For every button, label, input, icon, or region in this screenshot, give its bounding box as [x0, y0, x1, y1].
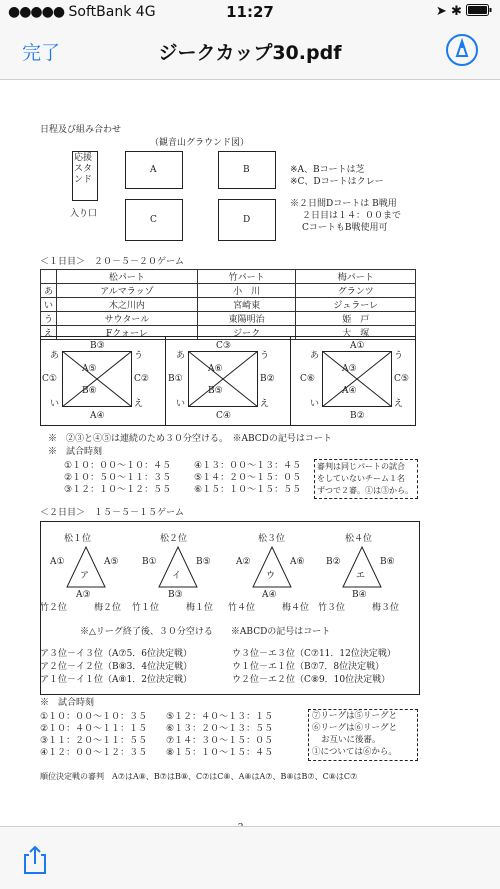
- day2-note: ※△リーグ終了後、３０分空ける ※ABCDの記号はコート: [80, 627, 331, 637]
- bottom-toolbar: [0, 826, 500, 889]
- final-referee-note: 順位決定戦の審判 A⑦はA⑧、B⑦はB⑧、C⑦はC⑧、A⑧はA⑦、B⑧はB⑦、C⑧はC⑦: [40, 772, 358, 781]
- status-bar: [0, 0, 500, 24]
- court-c: C: [125, 199, 183, 241]
- table-header-row: 松パート 竹パート 梅パート: [41, 270, 416, 284]
- signal-icon: ●●●●●: [8, 4, 65, 20]
- table-row: え Fクォーレ ジーク 大 塚: [41, 326, 416, 340]
- day1-header: ＜１日目＞ ２０－５－２０ゲーム: [40, 257, 185, 267]
- map-caption: （観音山グラウンド図）: [150, 138, 250, 148]
- court-note: ※C、Dコートはクレー: [290, 177, 384, 187]
- court-a: A: [125, 151, 183, 189]
- stand-box: [72, 151, 98, 201]
- group-diagram-take: [188, 351, 258, 407]
- court-note: ※A、Bコートは芝: [290, 165, 365, 175]
- court-note: CコートもB戦使用可: [302, 223, 388, 233]
- day1-teams-table: [40, 269, 416, 340]
- clock: 11:27: [226, 3, 274, 21]
- location-icon: ➤: [435, 4, 447, 19]
- day2-times-heading: ※ 試合時刻: [40, 698, 95, 708]
- battery-icon: [466, 4, 492, 16]
- share-icon[interactable]: [22, 845, 48, 875]
- done-button[interactable]: 完了: [22, 42, 61, 64]
- stand-label: 応援スタンド: [74, 153, 93, 185]
- schedule-heading: 日程及び組み合わせ: [40, 125, 122, 135]
- document-title: ジークカップ30.pdf: [158, 42, 342, 64]
- court-note: ２日目は１４：００まで: [302, 211, 402, 221]
- markup-button[interactable]: [446, 34, 478, 66]
- bluetooth-icon: ✱: [450, 4, 462, 19]
- day1-note: ※ ②③と④⑤は連続のため３０分空ける。 ※ABCDの記号はコート: [48, 434, 332, 444]
- day2-header: ＜２日目＞ １５－５－１５ゲーム: [40, 508, 185, 518]
- status-icons: [436, 4, 492, 19]
- entrance-label: 入り口: [70, 209, 98, 219]
- divider: [290, 336, 291, 426]
- pdf-page[interactable]: 日程及び組み合わせ （観音山グラウンド図） 応援スタンド 入り口 A B C D ※A、Bコートは芝 ※C、Dコートはクレー ※２日間Dコートは B戦用 ２日目は１４：００まで CコートもB戦使用可 ＜１日目＞ ２０－５－２０ゲーム 松パート 竹パート 梅パート あ アルマラッゾ 小 川 グランツ い 木之川内 宮崎東 ジュラーレ う サウタール 東陽明治 姫 戸 え Fクォーレ ジーク 大 塚 B③ C① C② A④ A⑤ B⑥ あ う い え C③ B① B② C④ A⑥ B⑤ あ う い え A① C⑥ C⑤ B② A③ A④ あ う い え ※ ②③と④⑤は連続のため３０分空ける。 ※ABCDの記号はコート ※ 試合時刻 ①１０：００～１０：４５ ②１０：５０～１１：３５ ③１２：１０～１２：５５ ④１３：００～１３：４５ ⑤１４：２０～１５：０５ ⑥１５：１０～１５：５５ 審判は同じパートの試合 をしていないチーム１名 ずつで２審。①は③から。 ＜２日目＞ １５－５－１５ゲーム 松１位 A① A⑤ ア A③ 松２位 B① B⑤ イ B③ 松３位 A② A⑥ ウ A④ 松４位 B② B⑥ エ B④ 竹２位 梅２位 竹１位 梅１位 竹４位 梅４位 竹３位 梅３位 ※△リーグ終了後、３０分空ける ※ABCDの記号はコート ア３位－イ３位（A⑦5．6位決定戦） ア２位－イ２位（B⑧3．4位決定戦） ア１位－イ１位（A⑧1．2位決定戦） ウ３位－エ３位（C⑦11．12位決定戦） ウ１位－エ１位（B⑦7．8位決定戦） ウ２位－エ２位（C⑧9．10位決定戦） ※ 試合時刻 ①１０：００～１０：３５ ②１０：４０～１１：１５ ③１１：２０～１１：５５ ④１２：００～１２：３５ ⑤１２：４０～１３：１５ ⑥１３：２０～１３：５５ ⑦１４：３０～１５：０５ ⑧１５：１０～１５：４５ ⑦リーグは⑤リーグと ⑥リーグは⑥リーグと お互いに後審。 ①については⑥から。 順位決定戦の審判 A⑦はA⑧、B⑦はB⑧、C⑦はC⑧、A⑧はA⑦、B⑧はB⑦、C⑧はC⑦: [0, 81, 500, 826]
- markup-pen-icon: [448, 36, 476, 64]
- table-row: あ アルマラッゾ 小 川 グランツ: [41, 284, 416, 298]
- group-diagram-matsu: [62, 351, 132, 407]
- court-b: B: [218, 151, 276, 189]
- day1-times-heading: ※ 試合時刻: [48, 447, 103, 457]
- carrier-label: ●●●●● SoftBank 4G: [8, 4, 156, 20]
- group-diagram-ume: [322, 351, 392, 407]
- court-note: ※２日間Dコートは B戦用: [290, 199, 397, 209]
- day2-referee-note: ⑦リーグは⑤リーグと ⑥リーグは⑥リーグと お互いに後審。 ①については⑥から。: [308, 709, 418, 761]
- court-d: D: [218, 199, 276, 241]
- navigation-bar: [0, 24, 500, 80]
- table-row: い 木之川内 宮崎東 ジュラーレ: [41, 298, 416, 312]
- day1-referee-note: 審判は同じパートの試合 をしていないチーム１名 ずつで２審。①は③から。: [314, 459, 418, 499]
- divider: [165, 336, 166, 426]
- table-row: う サウタール 東陽明治 姫 戸: [41, 312, 416, 326]
